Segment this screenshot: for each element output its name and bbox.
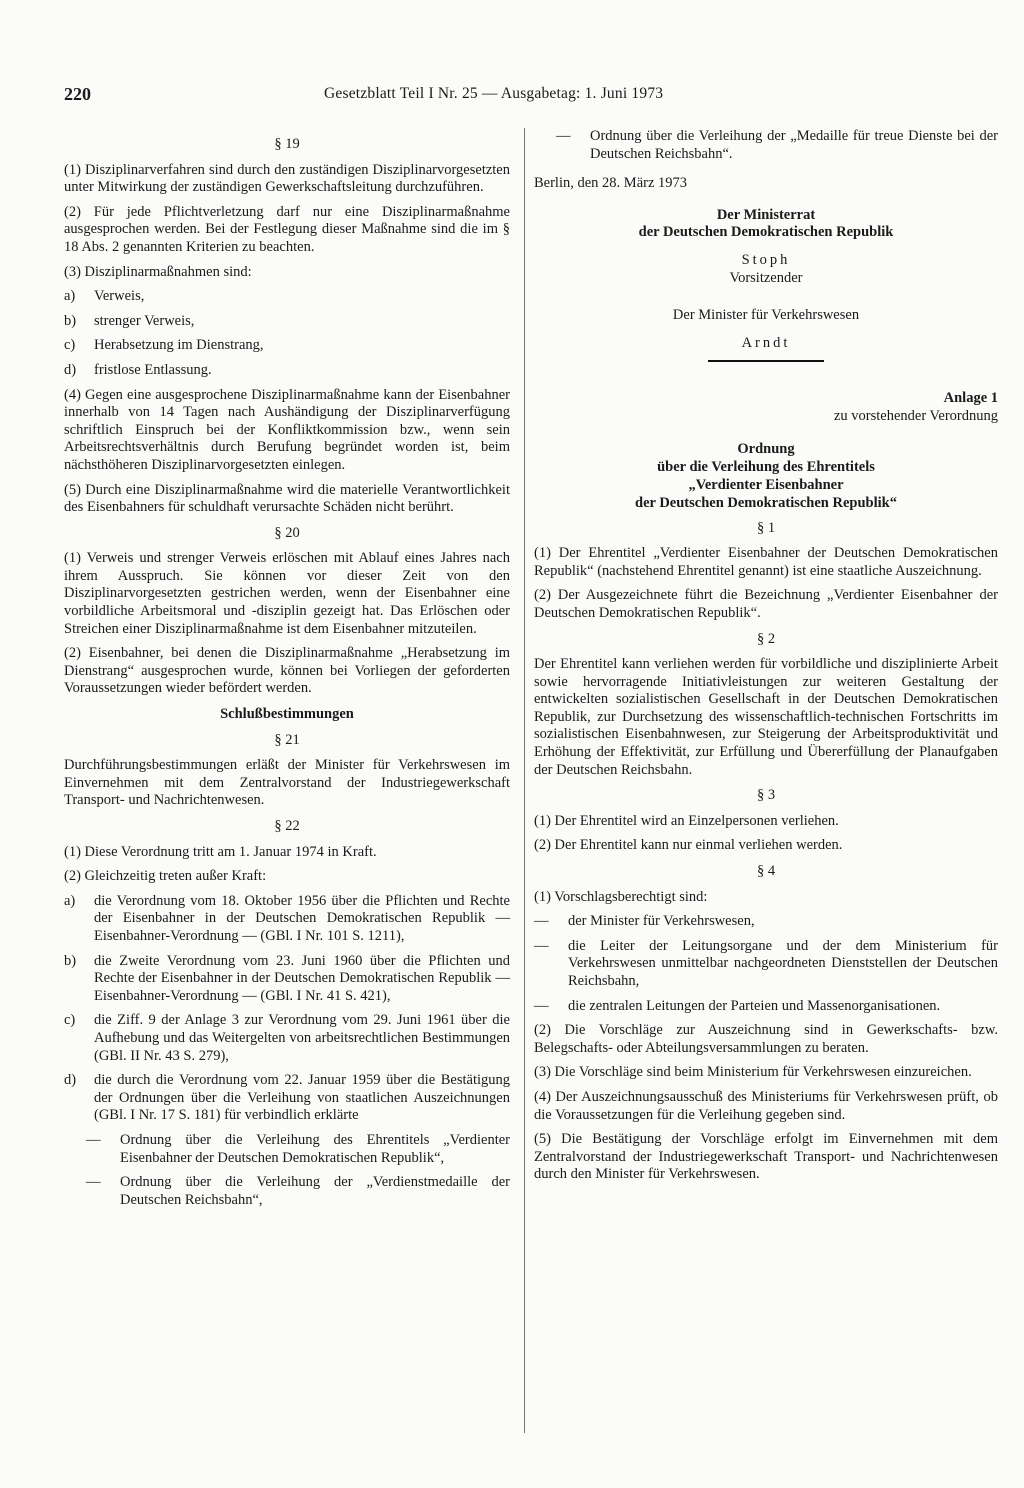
- dash-item: [64, 1132, 510, 1167]
- paragraph: (3) Die Vorschläge sind beim Ministerium für Verkehrswesen einzureichen.: [534, 1064, 972, 1081]
- list-text: die Zweite Verordnung vom 23. Juni 1960 über die Pflichten und Rechte der Eisenbahner in der Deutschen Demokratischen Republik — Eisenbahner-Verordnung — (GBl. I Nr. 41 S. 421),: [94, 952, 510, 1004]
- signatory-role: Der Minister für Verkehrswesen: [672, 307, 860, 324]
- section-heading: § 19: [274, 136, 300, 152]
- list-text: Verweis,: [94, 288, 145, 305]
- paragraph: (1) Der Ehrentitel „Verdienter Eisenbahner der Deutschen Demokratischen Republik“ (nachstehend Ehrentitel genannt) ist eine staatliche Auszeichnung.: [534, 545, 998, 579]
- paragraph: (5) Die Bestätigung der Vorschläge erfolgt im Einvernehmen mit dem Zentralvorstand der Industriegewerkschaft Transport- und Nachrichtenwesen durch den Minister für Verkehrswesen.: [534, 1131, 998, 1183]
- paragraph: (1) Disziplinarverfahren sind durch den zuständigen Disziplinarvorgesetzten unter Mitwirkung der zuständigen Gewerkschaftsleitung durchzuführen.: [64, 161, 510, 196]
- list-label: b): [64, 952, 77, 969]
- running-title: Gesetzblatt Teil I Nr. 25 — Ausgabetag: 1. Juni 1973: [324, 85, 664, 102]
- signatory-role: Vorsitzender: [729, 269, 803, 286]
- dash-item: [534, 998, 998, 1016]
- section-heading: § 20: [274, 524, 300, 541]
- list-text: fristlose Entlassung.: [94, 361, 212, 378]
- list-label: c): [64, 337, 76, 354]
- paragraph: Durchführungsbestimmungen erläßt der Minister für Verkehrswesen im Einvernehmen mit dem Zentralvorstand der Industriegewerkschaft Transport- und Nachrichtenwesen.: [64, 757, 510, 809]
- title-line: der Deutschen Demokratischen Republik“: [635, 494, 897, 511]
- title-line: „Verdienter Eisenbahner: [688, 476, 844, 493]
- signatory-body: Der Ministerrat: [716, 206, 816, 223]
- annex-subtitle: zu vorstehender Verordnung: [833, 407, 998, 424]
- section-title: Schlußbestimmungen: [220, 706, 354, 723]
- dash-mark: —: [534, 997, 549, 1014]
- signature-block-council: [534, 207, 998, 363]
- paragraph: (5) Durch eine Disziplinarmaßnahme wird die materielle Verantwortlichkeit des Eisenbahners für schuldhaft verursachte Schäden nicht berührt.: [64, 481, 510, 516]
- paragraph: (4) Gegen eine ausgesprochene Disziplinarmaßnahme kann der Eisenbahner innerhalb von 14 Tagen nach Aushändigung der Disziplinarverfügung schriftlich Einspruch bei der Konfliktkommission bzw., wenn sein Arbeitsrechtsverhältnis durch Berufung begründet worden ist, beim nächsthöheren Disziplinarvorgesetzten einlegen.: [64, 386, 510, 473]
- list-label: c): [64, 1012, 76, 1029]
- dash-text: Ordnung über die Verleihung der „Verdienstmedaille der Deutschen Reichsbahn“,: [120, 1174, 510, 1208]
- annex-title: Anlage 1: [943, 390, 998, 407]
- dash-text: Ordnung über die Verleihung des Ehrentitels „Verdienter Eisenbahner der Deutschen Demokratischen Republik“,: [120, 1131, 510, 1166]
- dash-mark: —: [556, 128, 571, 144]
- list-item: [64, 953, 510, 1006]
- paragraph: (2) Der Ausgezeichnete führt die Bezeichnung „Verdienter Eisenbahner der Deutschen Demokratischen Republik“.: [534, 587, 998, 621]
- paragraph: (4) Der Auszeichnungsausschuß des Ministeriums für Verkehrswesen prüft, ob die Voraussetzungen für die Verleihung gegeben sind.: [534, 1088, 998, 1123]
- list-item: [64, 893, 510, 946]
- page-number: 220: [64, 84, 91, 104]
- list-label: d): [64, 1072, 77, 1089]
- paragraph: (1) Der Ehrentitel wird an Einzelpersonen verliehen.: [534, 812, 839, 829]
- right-column: [534, 128, 998, 1191]
- section-heading: § 4: [756, 863, 776, 880]
- list-text: strenger Verweis,: [94, 312, 195, 329]
- dash-item: [534, 938, 998, 991]
- list-item: [64, 1012, 510, 1065]
- list-label: b): [64, 312, 77, 329]
- paragraph: (2) Der Ehrentitel kann nur einmal verliehen werden.: [534, 837, 843, 854]
- dash-text: die Leiter der Leitungsorgane und der dem Ministerium für Verkehrswesen unmittelbar nachgeordneten Dienststellen der Deutschen Reichsbahn,: [568, 937, 998, 989]
- paragraph: (1) Diese Verordnung tritt am 1. Januar 1974 in Kraft.: [64, 843, 377, 860]
- dash-mark: —: [86, 1131, 101, 1148]
- list-item: [64, 1072, 510, 1125]
- list-item: [64, 337, 510, 355]
- list-item: [64, 313, 510, 331]
- paragraph: (2) Für jede Pflichtverletzung darf nur eine Disziplinarmaßnahme ausgesprochen werden. Bei der Festlegung dieser Maßnahme sind die im § 18 Abs. 2 genannten Kriterien zu beachten.: [64, 203, 510, 255]
- dash-mark: —: [86, 1174, 101, 1191]
- paragraph: (2) Eisenbahner, bei denen die Disziplinarmaßnahme „Herabsetzung im Dienstrang“ ausgesprochen wurde, können bei Vorliegen der geforderten Voraussetzungen wieder befördert werden.: [64, 645, 510, 697]
- list-text: die Ziff. 9 der Anlage 3 zur Verordnung vom 29. Juni 1961 über die Aufhebung und das Weitergelten von arbeitsrechtlichen Bestimmungen (GBl. II Nr. 43 S. 279),: [94, 1012, 510, 1064]
- left-column: [64, 128, 510, 1216]
- ordinance-title: [534, 440, 998, 512]
- signatory-name: Stoph: [741, 251, 791, 268]
- section-heading: § 3: [756, 787, 776, 804]
- title-line: über die Verleihung des Ehrentitels: [657, 458, 875, 475]
- list-label: a): [64, 288, 76, 305]
- section-heading: § 21: [274, 731, 300, 748]
- section-heading: § 22: [274, 818, 300, 834]
- dash-item: [534, 128, 998, 163]
- date-line: Berlin, den 28. März 1973: [534, 175, 688, 192]
- list-text: die durch die Verordnung vom 22. Januar 1959 über die Bestätigung der Ordnungen über die Verleihung von staatlichen Auszeichnungen (GBl. I Nr. 17 S. 181) für verbindlich erklärte: [94, 1072, 510, 1124]
- title-line: Ordnung: [737, 440, 795, 457]
- paragraph: (2) Gleichzeitig treten außer Kraft:: [64, 868, 267, 885]
- list-label: a): [64, 892, 76, 909]
- paragraph: (3) Disziplinarmaßnahmen sind:: [64, 263, 252, 280]
- separator-rule: [708, 360, 824, 362]
- column-divider: [524, 128, 525, 1433]
- paragraph: (1) Vorschlagsberechtigt sind:: [534, 888, 708, 905]
- list-item: [64, 362, 510, 380]
- section-heading: § 1: [756, 519, 776, 536]
- page-header: [64, 84, 964, 108]
- signatory-name: Arndt: [741, 334, 791, 351]
- list-text: Herabsetzung im Dienstrang,: [94, 337, 264, 354]
- dash-mark: —: [534, 913, 549, 930]
- dash-mark: —: [534, 937, 549, 954]
- dash-item: [64, 1174, 510, 1209]
- paragraph: (1) Verweis und strenger Verweis erlöschen mit Ablauf eines Jahres nach ihrem Ausspruch. Sie können vor dieser Zeit von den Disziplinarvorgesetzten gestrichen werden, wenn der Eisenbahner eine vorbildliche Arbeitsmoral und -disziplin gezeigt hat. Das Erlöschen oder Streichen einer Disziplinarmaßnahme ist dem Eisenbahner mitzuteilen.: [64, 550, 510, 637]
- signatory-body: der Deutschen Demokratischen Republik: [638, 224, 894, 241]
- list-text: die Verordnung vom 18. Oktober 1956 über die Pflichten und Rechte der Eisenbahner in der Deutschen Demokratischen Republik — Eisenbahner-Verordnung — (GBl. I Nr. 101 S. 1211),: [94, 892, 510, 944]
- list-item: [64, 288, 510, 306]
- paragraph: Der Ehrentitel kann verliehen werden für vorbildliche und disziplinierte Arbeit sowie hervorragende Initiativleistungen zur weiteren Gestaltung der entwickelten sozialistischen Gesellschaft in der Deutschen Demokratischen Republik, zur Durchsetzung des wissenschaftlich-technischen Fortschritts im sozialistischen Eisenbahnwesen, zur Steigerung der Arbeitsproduktivität und Erhöhung der Effektivität, zur Erfüllung und Übererfüllung der Planaufgaben der Deutschen Reichsbahn.: [534, 656, 998, 778]
- list-label: d): [64, 361, 77, 378]
- section-heading: § 2: [756, 630, 776, 647]
- dash-text: die zentralen Leitungen der Parteien und Massenorganisationen.: [568, 997, 941, 1014]
- paragraph: (2) Die Vorschläge zur Auszeichnung sind in Gewerkschafts- bzw. Belegschafts- oder Abteilungsversammlungen zu beraten.: [534, 1022, 998, 1056]
- dash-text: der Minister für Verkehrswesen,: [568, 913, 755, 930]
- dash-item: [534, 913, 998, 931]
- dash-text: Ordnung über die Verleihung der „Medaille für treue Dienste bei der Deutschen Reichsbahn“.: [590, 128, 998, 162]
